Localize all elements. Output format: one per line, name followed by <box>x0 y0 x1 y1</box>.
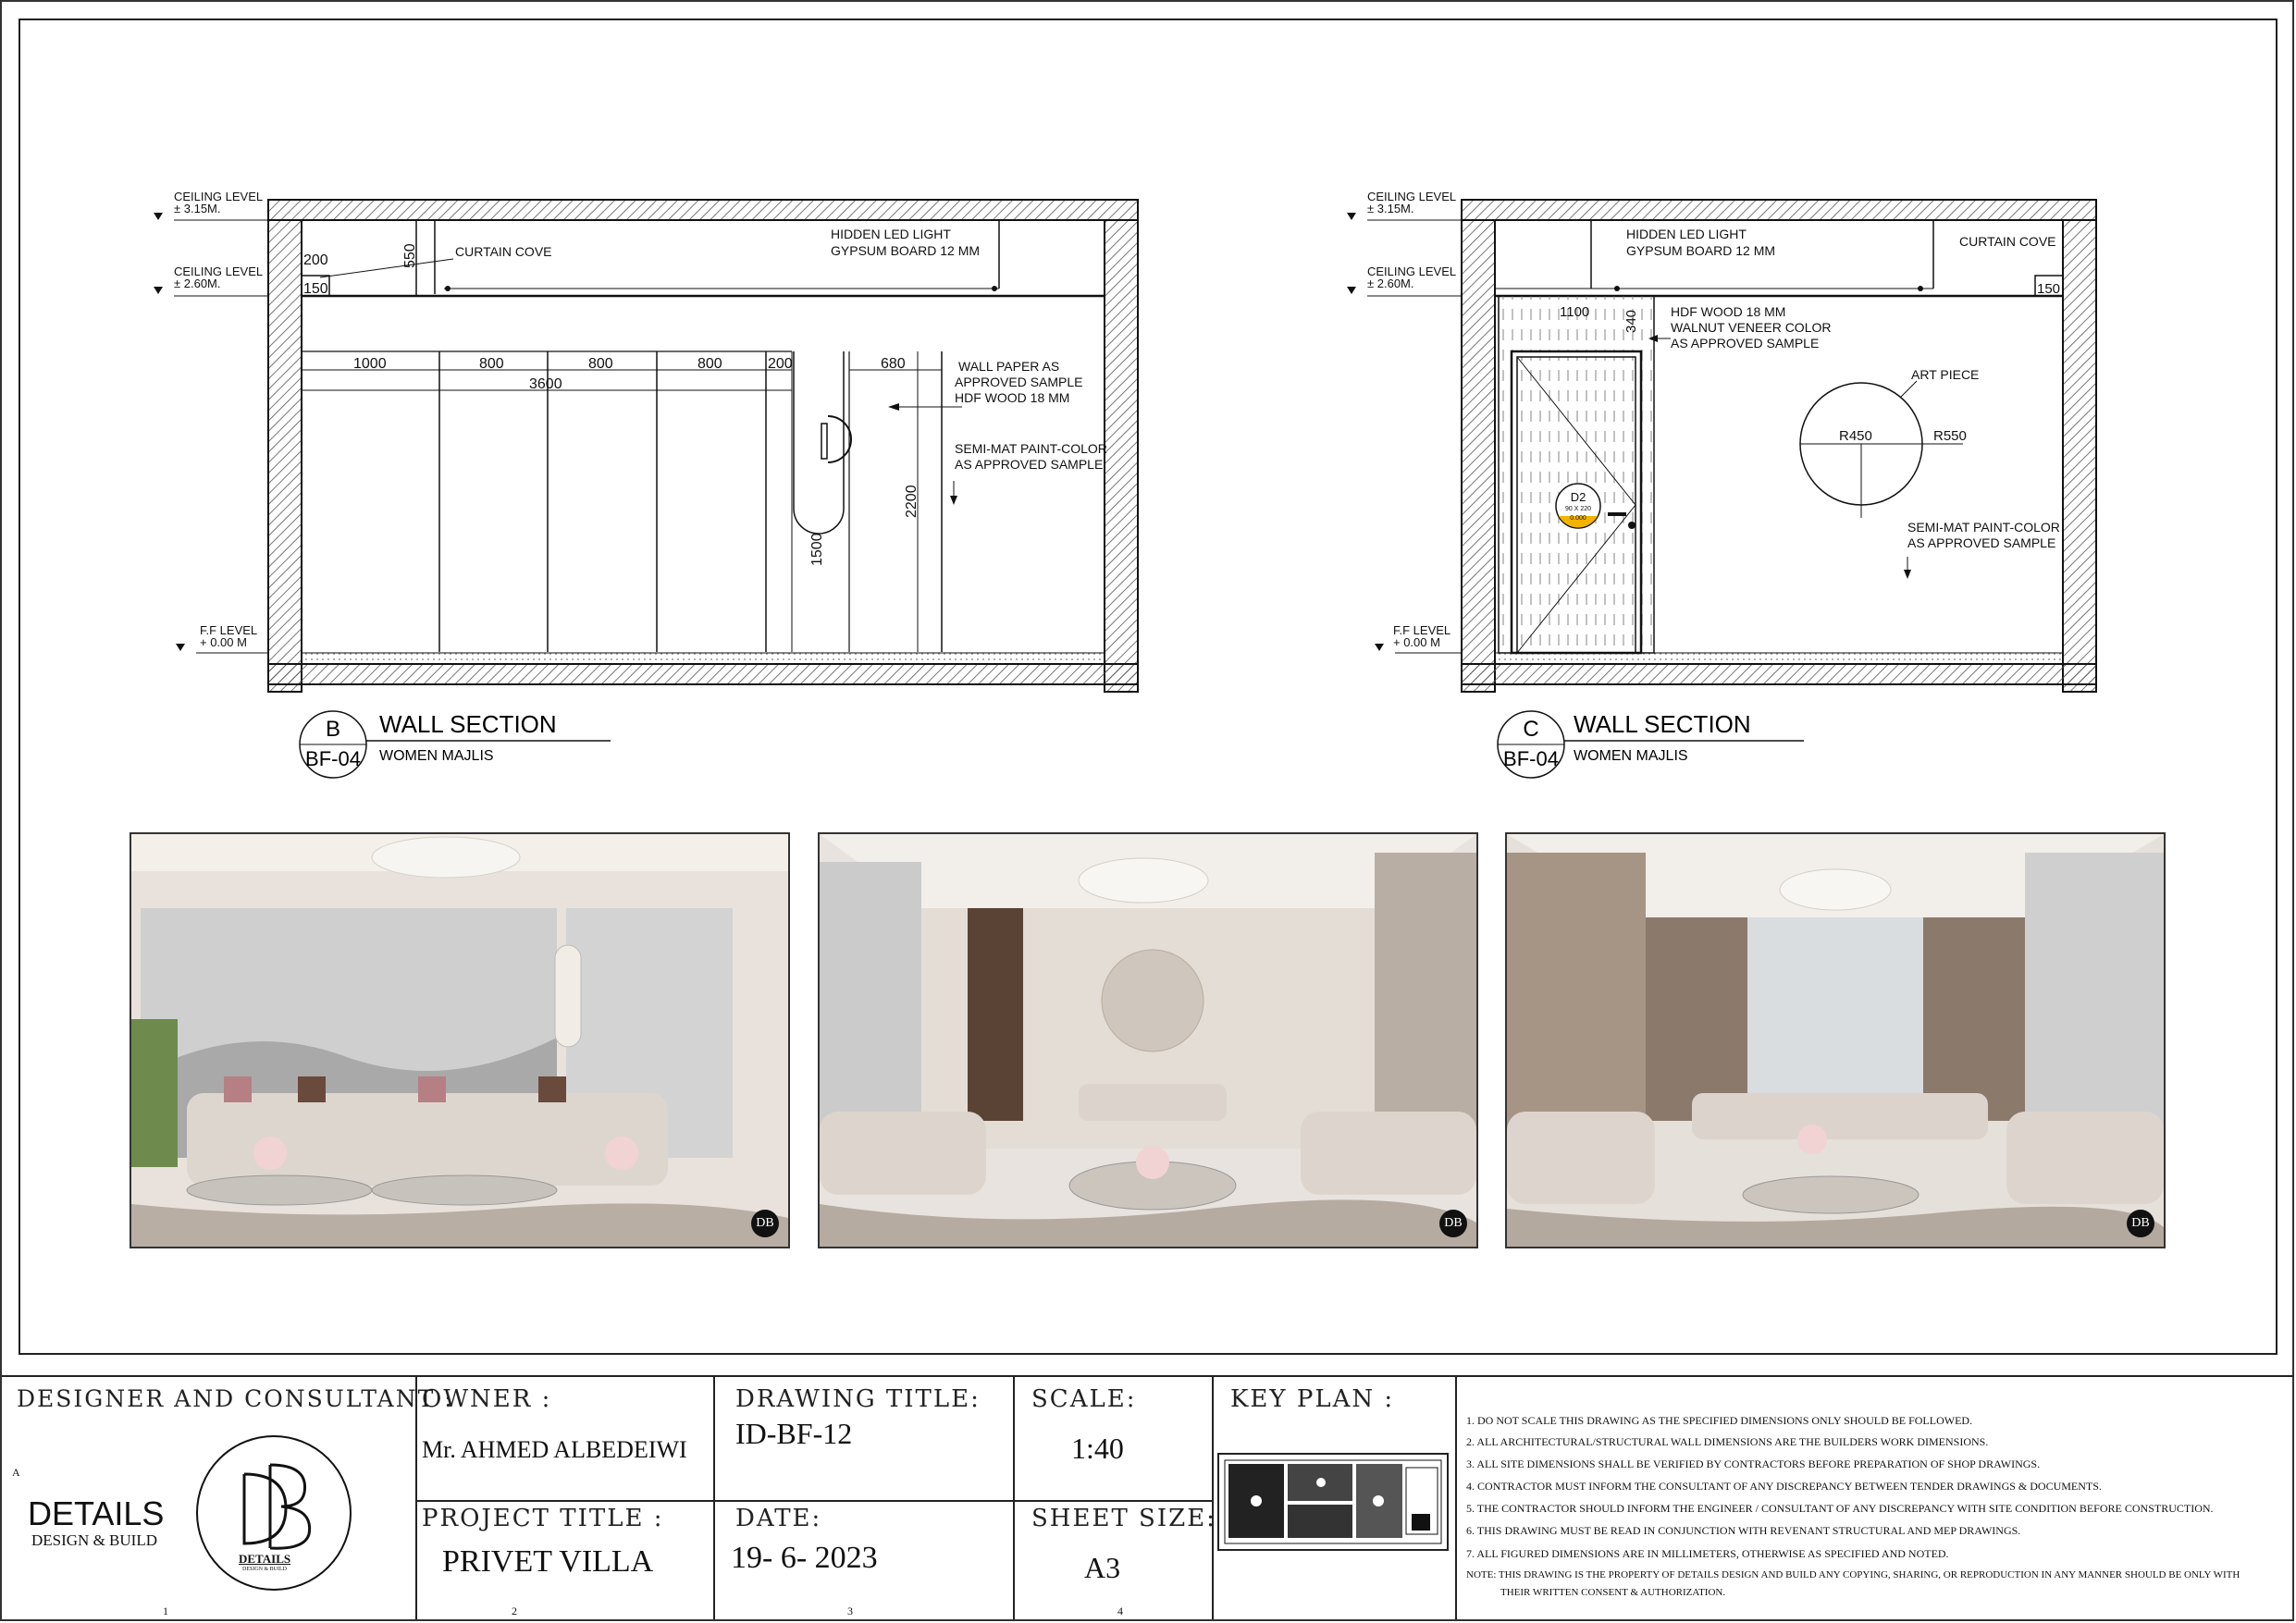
sheet-size-value: A3 <box>1084 1551 1121 1584</box>
render-view-2 <box>818 832 1478 1248</box>
door-tag-level: 0.000 <box>1570 515 1586 522</box>
wall-section-b <box>148 185 1166 795</box>
column-number-4: 4 <box>1117 1605 1123 1617</box>
logo-small: DESIGN & BUILD <box>242 1567 287 1572</box>
column-number-1: 1 <box>163 1605 168 1617</box>
ceiling-level-label-2: CEILING LEVEL <box>174 264 264 278</box>
c-ceiling-level-value-1: ± 3.15M. <box>1367 202 1414 215</box>
render-image-1 <box>131 834 788 1247</box>
c-gypsum-label: GYPSUM BOARD 12 MM <box>1626 243 1776 258</box>
note-4: 4. CONTRACTOR MUST INFORM THE CONSULTANT OF ANY DISCREPANCY BETWEEN TENDER DRAWINGS & DOCUMENTS. <box>1466 1480 2102 1493</box>
note-6: 6. THIS DRAWING MUST BE READ IN CONJUNCTION WITH REVENANT STRUCTURAL AND MEP DRAWINGS. <box>1466 1524 2021 1537</box>
wallpaper-label-2: APPROVED SAMPLE <box>955 375 1083 389</box>
c-hdf-label-3: AS APPROVED SAMPLE <box>1671 336 1820 350</box>
gypsum-label: GYPSUM BOARD 12 MM <box>831 243 981 258</box>
note-5: 5. THE CONTRACTOR SHOULD INFORM THE ENGINEER / CONSULTANT OF ANY DISCREPANCY WITH SITE CONDITION BEFORE CONSTRUCTION. <box>1466 1502 2214 1515</box>
ff-level-label: F.F LEVEL <box>200 623 258 637</box>
section-b-title: WALL SECTION <box>379 710 557 738</box>
section-b-tag-letter: B <box>325 717 341 742</box>
render-logo-3: DB <box>2127 1210 2154 1237</box>
render-logo-2: DB <box>1439 1210 1467 1237</box>
date-value: 19- 6- 2023 <box>731 1541 878 1575</box>
paint-label-1: SEMI-MAT PAINT-COLOR <box>955 441 1107 456</box>
door-tag-size: 90 X 220 <box>1564 506 1592 512</box>
section-c-subtitle: WOMEN MAJLIS <box>1574 748 1688 764</box>
dim-800-b: 800 <box>588 356 613 372</box>
render-logo-1: DB <box>751 1210 779 1237</box>
owner-value: Mr. AHMED ALBEDEIWI <box>422 1436 687 1463</box>
section-c-tag-sheet: BF-04 <box>1503 747 1559 770</box>
c-paint-label-2: AS APPROVED SAMPLE <box>1907 535 2056 550</box>
section-b-tag-sheet: BF-04 <box>305 747 361 770</box>
note-property-2: THEIR WRITTEN CONSENT & AUTHORIZATION. <box>1500 1587 1726 1598</box>
art-piece-label: ART PIECE <box>1911 367 1980 382</box>
curtain-cove-label: CURTAIN COVE <box>455 244 552 259</box>
c-ceiling-level-label-1: CEILING LEVEL <box>1367 190 1457 203</box>
c-ceiling-level-value-2: ± 2.60M. <box>1367 277 1414 290</box>
scale-label: SCALE: <box>1031 1385 1137 1413</box>
c-ff-level-label: F.F LEVEL <box>1393 623 1451 637</box>
dim-1500: 1500 <box>809 533 825 566</box>
wall-section-c <box>1341 185 2266 795</box>
designer-label: DESIGNER AND CONSULTANT : <box>17 1385 454 1412</box>
key-plan-label: KEY PLAN : <box>1230 1385 1395 1413</box>
c-curtain-cove-label: CURTAIN COVE <box>1959 234 2056 249</box>
note-property: NOTE: THIS DRAWING IS THE PROPERTY OF DETAILS DESIGN AND BUILD ANY COPYING, SHARING, OR REPRODUCTION IN ANY MANNER SHOULD BE ONLY WITH <box>1466 1569 2240 1580</box>
dim-680: 680 <box>881 356 906 372</box>
drawing-title-label: DRAWING TITLE: <box>735 1385 981 1413</box>
margin-letter: A <box>12 1466 20 1479</box>
r450-label: R450 <box>1839 428 1872 444</box>
r550-label: R550 <box>1933 428 1967 444</box>
c-hdf-label-1: HDF WOOD 18 MM <box>1671 304 1786 319</box>
tb-divider-3 <box>1013 1375 1015 1619</box>
note-7: 7. ALL FIGURED DIMENSIONS ARE IN MILLIMETERS, OTHERWISE AS SPECIFIED AND NOTED. <box>1466 1547 1949 1560</box>
date-label: DATE: <box>735 1505 822 1532</box>
project-label: PROJECT TITLE : <box>422 1505 664 1532</box>
dim-1100: 1100 <box>1560 304 1590 320</box>
render-view-1 <box>130 832 790 1248</box>
note-2: 2. ALL ARCHITECTURAL/STRUCTURAL WALL DIMENSIONS ARE THE BUILDERS WORK DIMENSIONS. <box>1466 1435 1989 1448</box>
hidden-led-label: HIDDEN LED LIGHT <box>831 227 951 241</box>
c-hidden-led-label: HIDDEN LED LIGHT <box>1626 227 1747 241</box>
dim-1000: 1000 <box>353 356 387 372</box>
section-c-title: WALL SECTION <box>1574 710 1751 738</box>
note-3: 3. ALL SITE DIMENSIONS SHALL BE VERIFIED BY CONTRACTORS BEFORE PREPARATION OF SHOP DRAWINGS. <box>1466 1457 2041 1470</box>
ceiling-level-value-1: ± 3.15M. <box>174 202 221 215</box>
dim-800-c: 800 <box>697 356 722 372</box>
sheet-size-label: SHEET SIZE: <box>1031 1505 1216 1532</box>
dim-2200: 2200 <box>904 485 920 518</box>
section-b-subtitle: WOMEN MAJLIS <box>379 748 494 764</box>
project-value: PRIVET VILLA <box>442 1544 654 1579</box>
dim-800-a: 800 <box>479 356 504 372</box>
dim-200: 200 <box>768 356 793 372</box>
company-logo <box>196 1435 352 1591</box>
dim-550: 550 <box>402 243 418 268</box>
paint-label-2: AS APPROVED SAMPLE <box>955 457 1104 472</box>
render-image-3 <box>1507 834 2164 1247</box>
owner-label: OWNER : <box>422 1385 552 1413</box>
tb-divider-5 <box>1455 1375 1457 1619</box>
key-plan-image <box>1217 1453 1449 1551</box>
dim-150-cove: 150 <box>303 281 328 297</box>
logo-text: DETAILS <box>239 1552 291 1566</box>
dim-200-cove: 200 <box>303 252 328 268</box>
column-number-2: 2 <box>512 1605 517 1617</box>
c-dim-150: 150 <box>2037 281 2061 297</box>
ff-level-value: + 0.00 M <box>200 635 247 649</box>
tb-divider-4 <box>1212 1375 1214 1619</box>
company-sub: DESIGN & BUILD <box>31 1531 157 1549</box>
scale-value: 1:40 <box>1071 1432 1124 1465</box>
drawing-title-value: ID-BF-12 <box>735 1417 853 1450</box>
c-hdf-label-2: WALNUT VENEER COLOR <box>1671 320 1832 335</box>
c-ceiling-level-label-2: CEILING LEVEL <box>1367 264 1457 278</box>
wallpaper-label-3: HDF WOOD 18 MM <box>955 390 1070 405</box>
ceiling-level-label-1: CEILING LEVEL <box>174 190 264 203</box>
section-c-tag-letter: C <box>1523 717 1539 742</box>
c-ff-level-value: + 0.00 M <box>1393 635 1440 649</box>
ceiling-level-value-2: ± 2.60M. <box>174 277 221 290</box>
column-number-3: 3 <box>847 1605 853 1617</box>
render-image-2 <box>820 834 1476 1247</box>
note-1: 1. DO NOT SCALE THIS DRAWING AS THE SPECIFIED DIMENSIONS ONLY SHOULD BE FOLLOWED. <box>1466 1414 1973 1427</box>
tb-hline <box>415 1500 1213 1502</box>
wallpaper-label-1: WALL PAPER AS <box>958 359 1060 374</box>
render-view-3 <box>1505 832 2166 1248</box>
dim-3600: 3600 <box>529 376 562 392</box>
door-tag-label: D2 <box>1570 490 1586 504</box>
company-name: DETAILS <box>28 1494 165 1532</box>
dim-340: 340 <box>1623 309 1639 333</box>
c-paint-label-1: SEMI-MAT PAINT-COLOR <box>1907 520 2060 535</box>
tb-divider-2 <box>713 1375 715 1619</box>
